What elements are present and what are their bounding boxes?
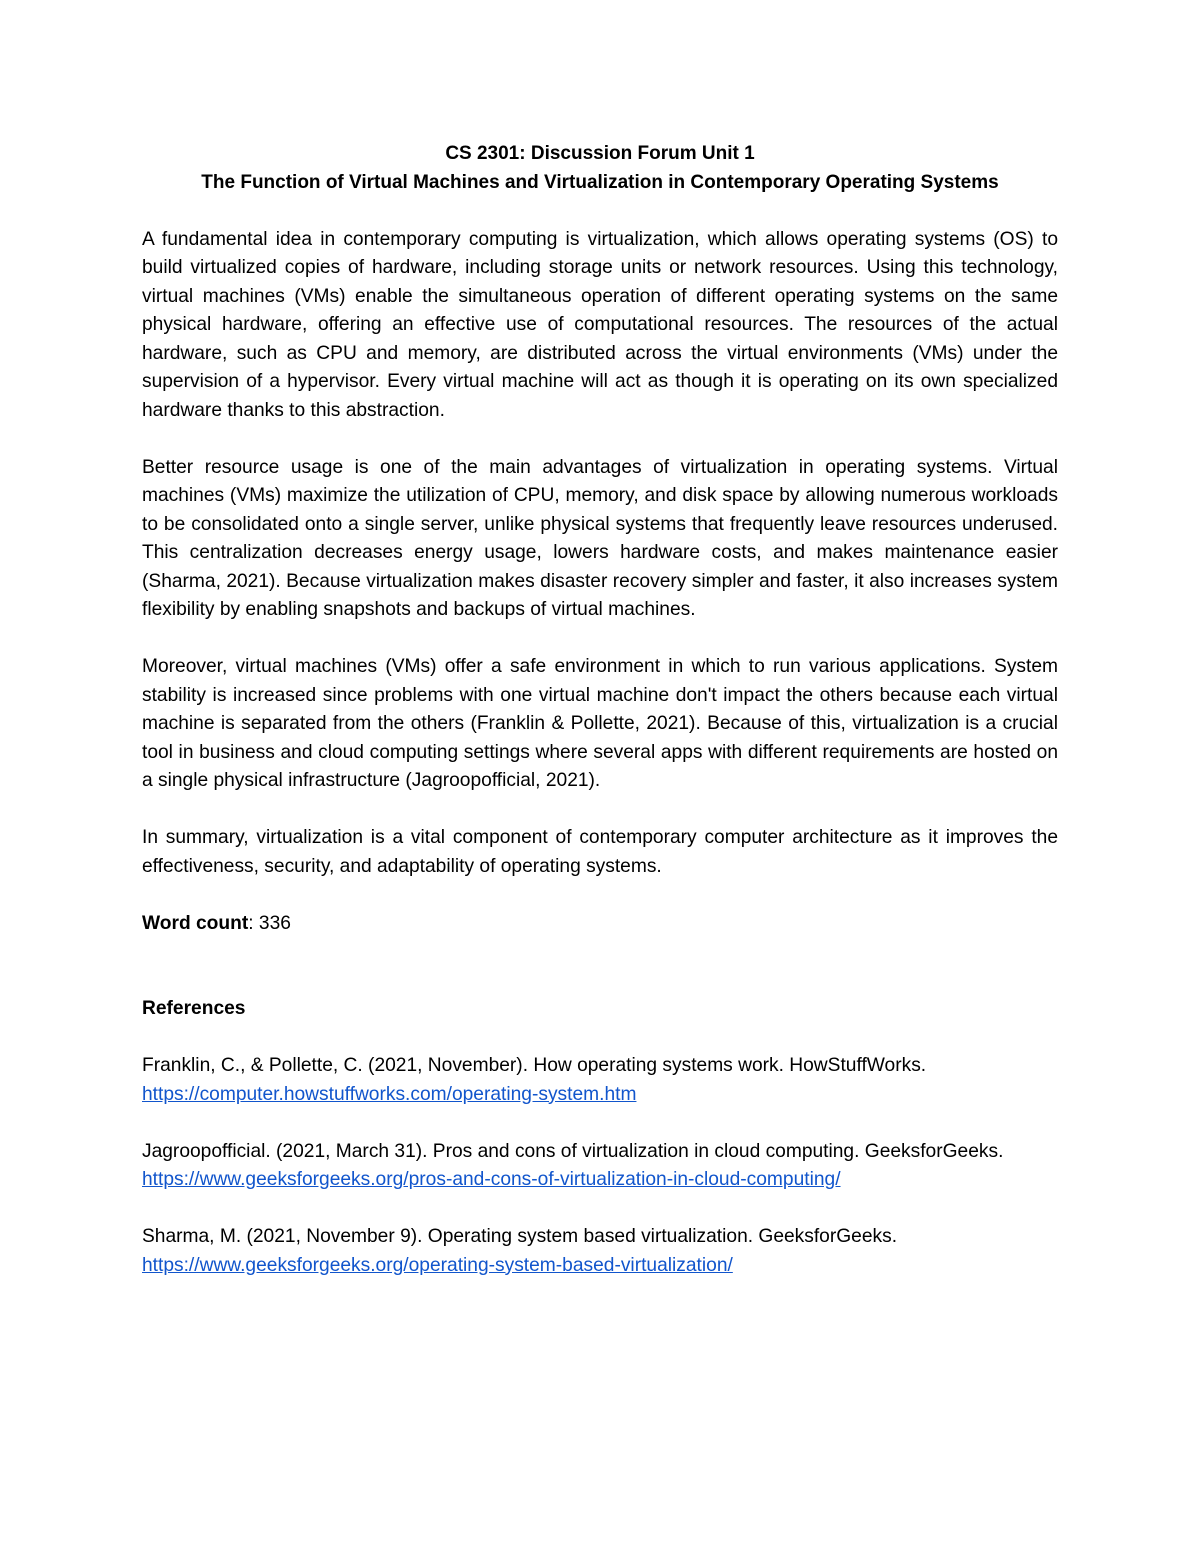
- reference-link[interactable]: https://computer.howstuffworks.com/operating-system.htm: [142, 1083, 637, 1105]
- reference-text: Jagroopofficial. (2021, March 31). Pros and cons of virtualization in cloud computing. GeeksforGeeks.: [142, 1140, 1004, 1162]
- body-paragraph-2: Better resource usage is one of the main advantages of virtualization in operating systems. Virtual machines (VMs) maximize the utilization of CPU, memory, and disk space by allowing numerous workloads to be consolidated onto a single server, unlike physical systems that frequently leave resources underused. This centralization decreases energy usage, lowers hardware costs, and makes maintenance easier (Sharma, 2021). Because virtualization makes disaster recovery simpler and faster, it also increases system flexibility by enabling snapshots and backups of virtual machines.: [142, 456, 1058, 620]
- title-spacer: [142, 197, 1058, 226]
- references-heading: References: [142, 998, 246, 1019]
- reference-text: Franklin, C., & Pollette, C. (2021, November). How operating systems work. HowStuffWorks.: [142, 1055, 927, 1076]
- reference-link[interactable]: https://www.geeksforgeeks.org/pros-and-cons-of-virtualization-in-cloud-computing/: [142, 1169, 841, 1190]
- word-count-label: Word count: [142, 912, 249, 934]
- body-paragraph-4: In summary, virtualization is a vital component of contemporary computer architecture as it improves the effectiveness, security, and adaptability of operating systems.: [142, 827, 1058, 877]
- word-count: [142, 910, 1058, 939]
- body-paragraph-3: Moreover, virtual machines (VMs) offer a safe environment in which to run various applications. System stability is increased since problems with one virtual machine don't impact the others because each virtual machine is separated from the others (Franklin & Pollette, 2021). Because of this, virtualization is a crucial tool in business and cloud computing settings where several apps with different requirements are hosted on a single physical infrastructure (Jagroopofficial, 2021).: [142, 656, 1058, 791]
- reference-item: [142, 1223, 1058, 1280]
- document-page: [142, 140, 1058, 1309]
- reference-item: [142, 1052, 1058, 1109]
- document-title: The Function of Virtual Machines and Virtualization in Contemporary Operating Systems: [201, 171, 999, 193]
- reference-item: [142, 1138, 1058, 1195]
- reference-link[interactable]: https://www.geeksforgeeks.org/operating-system-based-virtualization/: [142, 1254, 733, 1276]
- course-title: CS 2301: Discussion Forum Unit 1: [445, 143, 755, 164]
- body-paragraph-1: A fundamental idea in contemporary computing is virtualization, which allows operating systems (OS) to build virtualized copies of hardware, including storage units or network resources. Using this technology, virtual machines (VMs) enable the simultaneous operation of different operating systems on the same physical hardware, offering an effective use of computational resources. The resources of the actual hardware, such as CPU and memory, are distributed across the virtual environments (VMs) under the supervision of a hypervisor. Every virtual machine will act as though it is operating on its own specialized hardware thanks to this abstraction.: [142, 228, 1058, 421]
- word-count-value: : 336: [248, 912, 291, 934]
- reference-text: Sharma, M. (2021, November 9). Operating system based virtualization. GeeksforGeeks.: [142, 1226, 898, 1247]
